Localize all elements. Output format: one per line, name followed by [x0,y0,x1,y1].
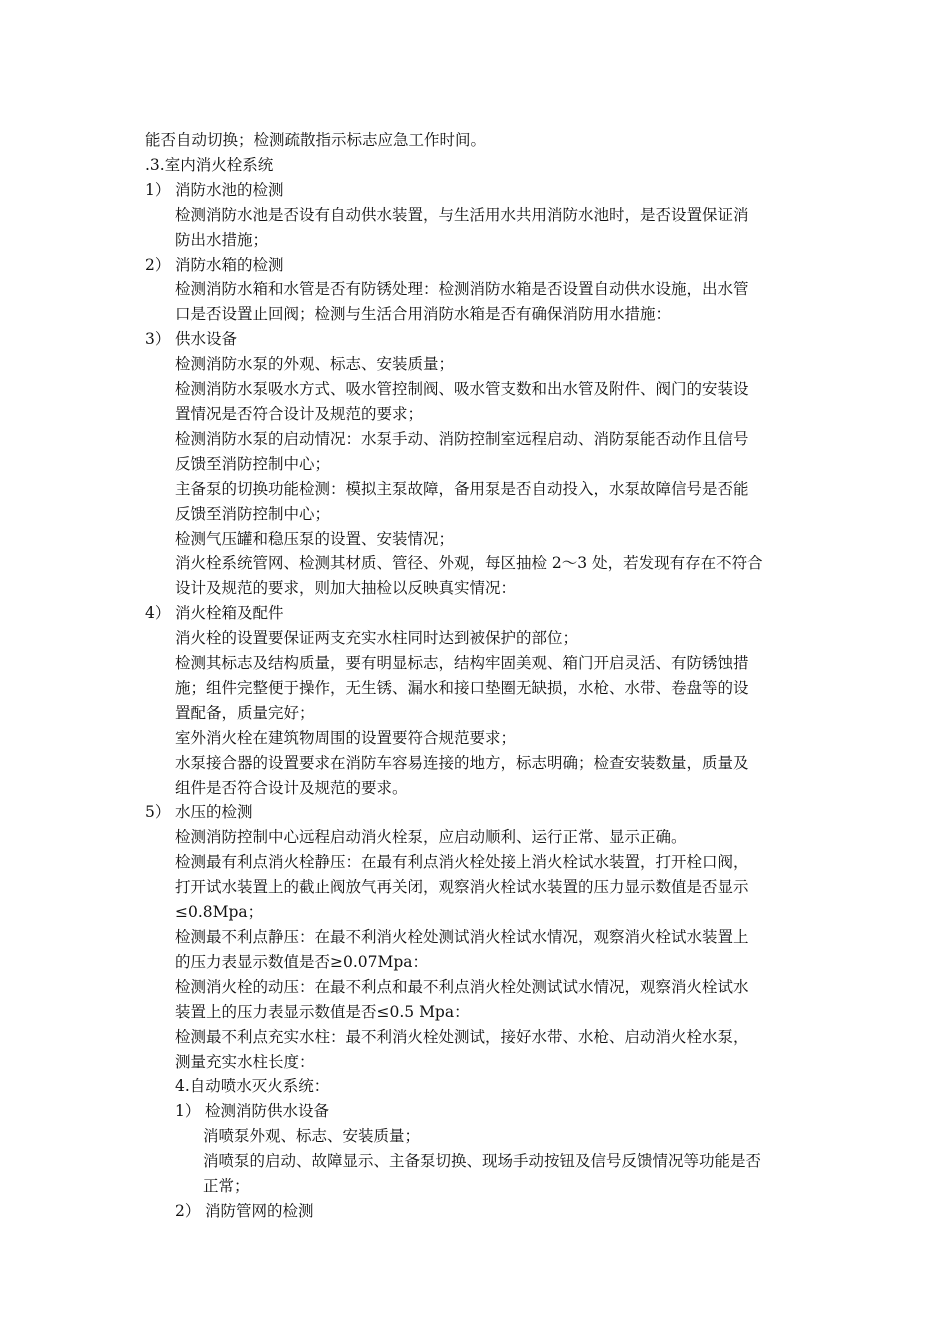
text-line: 检测最不利点静压：在最不利消火栓处测试消火栓试水情况，观察消火栓试水装置上 [175,928,749,946]
text-line: 消喷泵外观、标志、安装质量； [203,1127,421,1146]
list-item-title: 水压的检测 [175,803,253,822]
list-number: 2） [145,255,171,274]
text-line: 检测消防水泵的外观、标志、安装质量； [175,355,455,374]
text-line: 检测最不利点充实水柱：最不利消火栓处测试，接好水带、水枪、启动消火栓水泵， [175,1027,749,1046]
text-line: 检测消防水池是否设有自动供水装置，与生活用水共用消防水池时，是否设置保证消 [175,205,749,224]
list-item-heading [145,800,809,825]
list-item-heading [145,1199,809,1224]
document-page [145,128,809,1224]
list-number: 2） [175,1201,201,1220]
list-number: 5） [145,803,171,822]
text-line: 消火栓系统管网、检测其材质、管径、外观，每区抽检 2～3 处，若发现有存在不符合 [175,554,763,573]
list-item-title: 消防水箱的检测 [175,255,284,274]
text-line: 组件是否符合设计及规范的要求。 [175,778,408,797]
text-line: 的压力表显示数值是否≥0.07Mpa： [175,952,429,971]
list-item-title: 消防水池的检测 [175,180,284,199]
list-number: 3） [145,330,171,349]
text-line: 设计及规范的要求，则加大抽检以反映真实情况： [175,579,517,598]
list-number: 4） [145,604,171,623]
text-line: 正常； [203,1177,250,1196]
list-item-title: 消防管网的检测 [205,1201,314,1220]
list-item-title: 供水设备 [175,330,238,349]
text-line: 检测消防水泵的启动情况：水泵手动、消防控制室远程启动、消防泵能否动作且信号 [175,429,749,448]
text-line: 检测其标志及结构质量，要有明显标志，结构牢固美观、箱门开启灵活、有防锈蚀措 [175,654,749,673]
text-line: 装置上的压力表显示数值是否≤0.5 Mpa： [175,1002,470,1021]
text-line: 置情况是否符合设计及规范的要求； [175,404,424,423]
text-line: 防出水措施； [175,230,269,249]
list-item-title: 检测消防供水设备 [205,1102,330,1121]
text-line: 能否自动切换；检测疏散指示标志应急工作时间。 [145,131,487,149]
section-heading: 4.自动喷水灭火系统： [175,1077,330,1096]
text-line: 置配备，质量完好； [175,703,315,722]
list-item-heading [145,1099,809,1124]
section-heading: .3.室内消火栓系统 [145,155,274,174]
text-line: 检测消火栓的动压：在最不利点和最不利点消火栓处测试试水情况，观察消火栓试水 [175,977,749,996]
text-line: 水泵接合器的设置要求在消防车容易连接的地方，标志明确；检查安装数量，质量及 [175,753,749,772]
list-number: 1） [175,1102,201,1121]
list-item-heading [145,178,809,203]
text-line: 检测气压罐和稳压泵的设置、安装情况； [175,529,455,548]
text-line: 消火栓的设置要保证两支充实水柱同时达到被保护的部位； [175,629,579,648]
text-line: 室外消火栓在建筑物周围的设置要符合规范要求； [175,728,517,747]
text-line: 消喷泵的启动、故障显示、主备泵切换、现场手动按钮及信号反馈情况等功能是否 [203,1152,762,1171]
text-line: 口是否设置止回阀；检测与生活合用消防水箱是否有确保消防用水措施： [175,305,672,324]
text-line: 检测消防水箱和水管是否有防锈处理：检测消防水箱是否设置自动供水设施，出水管 [175,280,749,299]
list-item-heading [145,601,809,626]
list-number: 1） [145,180,171,199]
text-line: ≤0.8Mpa； [175,903,264,922]
text-line: 检测最有利点消火栓静压：在最有利点消火栓处接上消火栓试水装置，打开栓口阀， [175,853,749,872]
text-line: 反馈至消防控制中心； [175,504,331,523]
text-line: 反馈至消防控制中心； [175,454,331,473]
list-item-heading [145,253,809,278]
list-item-title: 消火栓箱及配件 [175,604,284,623]
text-line: 检测消防水泵吸水方式、吸水管控制阀、吸水管支数和出水管及附件、阀门的安装设 [175,380,749,399]
text-line: 打开试水装置上的截止阀放气再关闭，观察消火栓试水装置的压力显示数值是否显示 [175,878,749,897]
text-line: 检测消防控制中心远程启动消火栓泵，应启动顺利、运行正常、显示正确。 [175,828,687,847]
text-line: 测量充实水柱长度： [175,1052,315,1071]
list-item-heading [145,327,809,352]
text-line: 主备泵的切换功能检测：模拟主泵故障，备用泵是否自动投入，水泵故障信号是否能 [175,479,749,498]
text-line: 施；组件完整便于操作，无生锈、漏水和接口垫圈无缺损，水枪、水带、卷盘等的设 [175,678,749,697]
